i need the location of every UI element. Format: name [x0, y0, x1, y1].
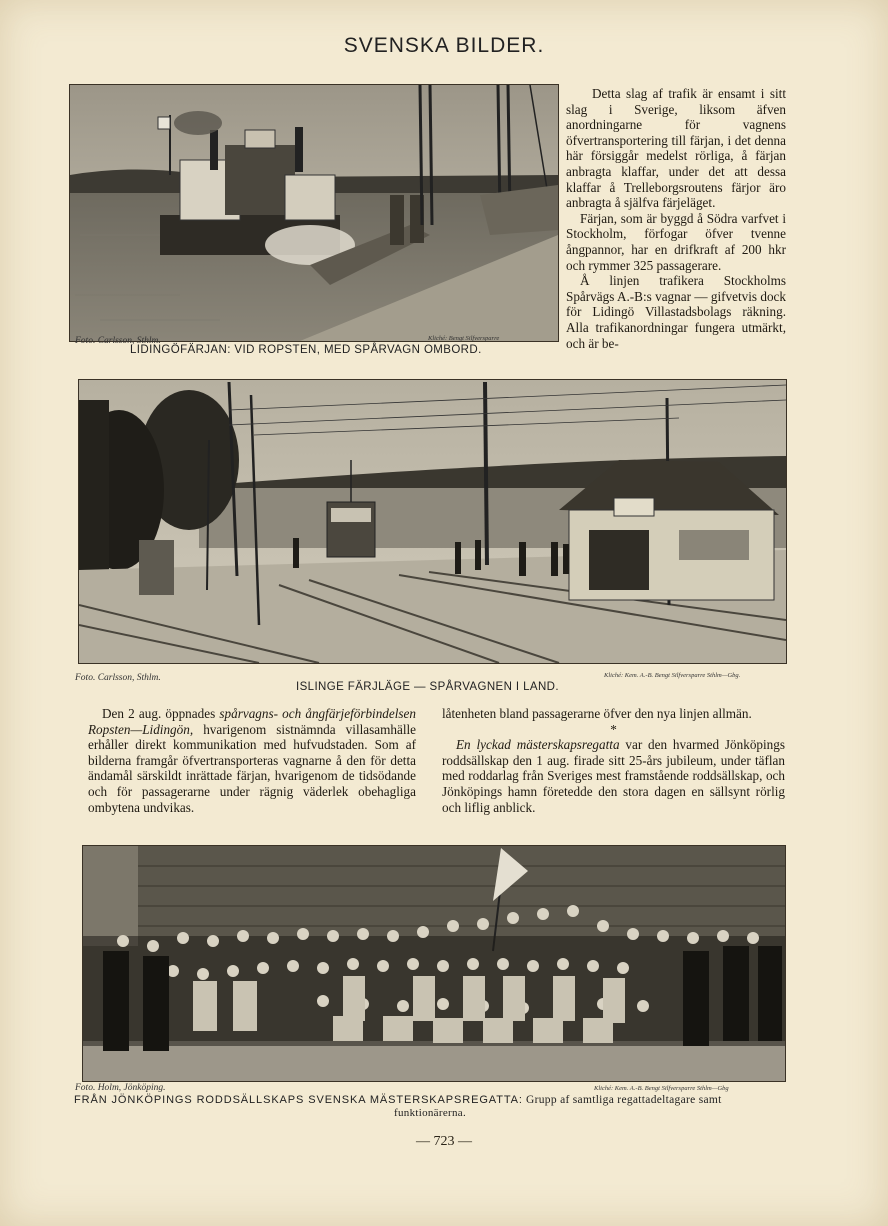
photo-lidingo-ferry: [69, 84, 559, 342]
left-column-text: [88, 706, 416, 815]
paragraph: [442, 737, 785, 815]
photo2-kliche: Kliché: Kem. A.-B. Bengt Silfversparre Sthlm—Gbg.: [604, 672, 741, 679]
page-title: SVENSKA BILDER.: [343, 34, 545, 57]
paragraph: låtenheten bland passagerarne öfver den nya linjen allmän.: [442, 706, 752, 721]
group-photo-image: [83, 846, 785, 1081]
lead-italic: spårvagns- och ångfärjeförbindelsen Ropsten—Lidingön,: [88, 706, 416, 737]
right-column-top-text: [566, 86, 786, 351]
photo-regatta-group: [82, 845, 786, 1082]
photo3-caption-rest: Grupp af samtliga regattadeltagare samt: [522, 1094, 722, 1106]
photo-islinge-landing: [78, 379, 787, 664]
paragraph: Färjan, som är byggd å Södra varfvet i Stockholm, förfogar öfver tvenne ångpannor, har en drifkraft af 200 hkr och rymmer 325 passagerare.: [566, 210, 786, 273]
paragraph: Å linjen trafikera Stockholms Spårvägs A.-B:s vagnar — gifvetvis dock för Lidingö Villastadsbolags räkning. Alla trafikanordningar fungera utmärkt, och är be-: [566, 273, 786, 351]
photo3-caption: [74, 1094, 786, 1120]
photo2-credit: Foto. Carlsson, Sthlm.: [75, 673, 161, 683]
photo1-caption: LIDINGÖFÄRJAN: VID ROPSTEN, MED SPÅRVAGN OMBORD.: [130, 344, 482, 356]
photo3-kliche: Kliché: Kem. A.-B. Bengt Silfversparre Sthlm—Gbg: [594, 1085, 729, 1092]
photo3-caption-caps: FRÅN JÖNKÖPINGS RODDSÄLLSKAPS SVENSKA MÄSTERSKAPSREGATTA:: [74, 1094, 523, 1106]
regatta-italic: En lyckad mästerskapsregatta: [456, 737, 620, 753]
photo3-caption-line2: funktionärerna.: [394, 1107, 466, 1119]
photo1-kliche: Kliché: Bengt Silfversparre: [428, 335, 500, 342]
separator-star: *: [610, 721, 617, 737]
paragraph: [88, 706, 416, 815]
photo2-caption: ISLINGE FÄRJLÄGE — SPÅRVAGNEN I LAND.: [296, 681, 559, 693]
right-column-mid-text: [442, 706, 785, 815]
landing-photo-image: [79, 380, 786, 663]
paragraph: Detta slag af trafik är ensamt i sitt slag i Sverige, liksom äfven anordningarne för vagnens öfvertransportering till färjan, i det denna här försiggår medelst rörliga, å färjan anbragta klaffar, under det att dessa klaffar å Trelleborgsroutens färjor äro anbragta å själfva färjeläget.: [566, 86, 786, 211]
lead-plain: Den 2 aug. öppnades: [102, 706, 220, 721]
photo3-credit: Foto. Holm, Jönköping.: [75, 1083, 166, 1093]
photo1-credit: Foto. Carlsson, Sthlm.: [75, 336, 161, 346]
lead-rest: hvarigenom sistnämnda villasamhälle erhåller direkt kommunikation med hufvudstaden. Som af bilderna framgår öfvertransporteras vagnarne å den för detta ändamål särskildt inrättade färjan, hvarigenom de tidsödande och för passagerarne under rägnig väderlek obehagliga ombytena undvikas.: [88, 721, 416, 815]
regatta-rest: var den hvarmed Jönköpings roddsällskap den 1 aug. firade sitt 25-års jubileum, under täflan med roddarlag från Sveriges mest framstående roddsällskap, och Jönköpings hamn företedde den stora dagen en sällsynt rörlig och liflig anblick.: [442, 737, 785, 815]
ferry-photo-image: [70, 85, 558, 341]
page-number: — 723 —: [416, 1134, 472, 1149]
